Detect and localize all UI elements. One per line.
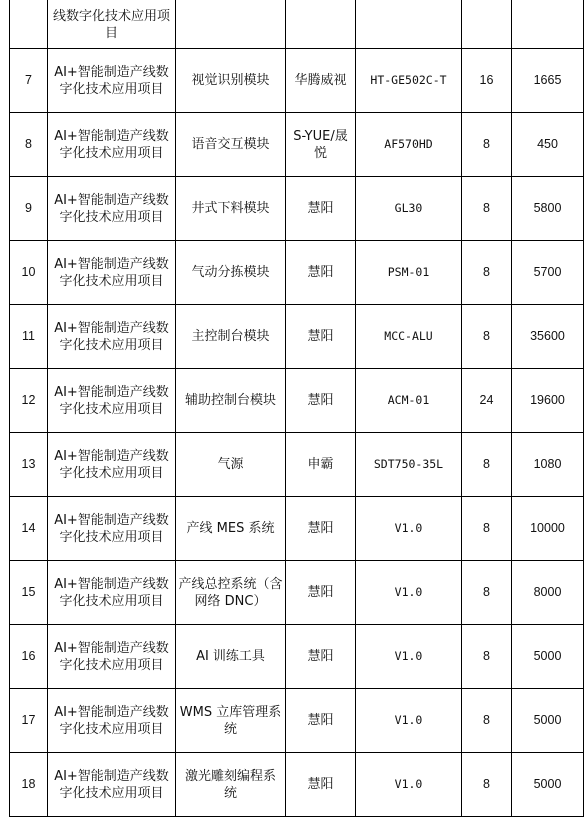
cell-project: AI+智能制造产线数字化技术应用项目 <box>48 113 176 177</box>
cell-price: 8000 <box>512 561 584 625</box>
cell-brand: S-YUE/晟悦 <box>286 113 356 177</box>
cell-module: AI 训练工具 <box>176 625 286 689</box>
cell-model: MCC-ALU <box>356 305 462 369</box>
cell-model: V1.0 <box>356 689 462 753</box>
cell-no: 9 <box>10 177 48 241</box>
cell-no: 12 <box>10 369 48 433</box>
cell-brand: 慧阳 <box>286 241 356 305</box>
cell-qty: 8 <box>462 433 512 497</box>
cell-project: AI+智能制造产线数字化技术应用项目 <box>48 241 176 305</box>
cell-price: 5000 <box>512 689 584 753</box>
cell-project: AI+智能制造产线数字化技术应用项目 <box>48 689 176 753</box>
cell-module: 视觉识别模块 <box>176 49 286 113</box>
cell-model: V1.0 <box>356 561 462 625</box>
cell-qty: 8 <box>462 561 512 625</box>
cell-qty: 8 <box>462 497 512 561</box>
cell-price: 35600 <box>512 305 584 369</box>
table-row <box>10 753 584 817</box>
cell-price: 5000 <box>512 625 584 689</box>
table-row <box>10 561 584 625</box>
cell-brand: 慧阳 <box>286 305 356 369</box>
cell-model: V1.0 <box>356 497 462 561</box>
cell-module: 辅助控制台模块 <box>176 369 286 433</box>
cell-no: 10 <box>10 241 48 305</box>
table-row <box>10 689 584 753</box>
cell-qty: 16 <box>462 49 512 113</box>
cell-qty: 8 <box>462 625 512 689</box>
cell-no: 18 <box>10 753 48 817</box>
cell-no: 16 <box>10 625 48 689</box>
cell-qty: 8 <box>462 689 512 753</box>
cell-project: AI+智能制造产线数字化技术应用项目 <box>48 625 176 689</box>
table-row <box>10 433 584 497</box>
cell-qty: 8 <box>462 305 512 369</box>
cell-module <box>176 0 286 49</box>
cell-model: V1.0 <box>356 625 462 689</box>
cell-project: AI+智能制造产线数字化技术应用项目 <box>48 433 176 497</box>
cell-project: AI+智能制造产线数字化技术应用项目 <box>48 369 176 433</box>
cell-project: AI+智能制造产线数字化技术应用项目 <box>48 305 176 369</box>
table-body <box>10 0 584 817</box>
cell-brand <box>286 0 356 49</box>
cell-brand: 慧阳 <box>286 625 356 689</box>
cell-project: AI+智能制造产线数字化技术应用项目 <box>48 497 176 561</box>
cell-module: 激光雕刻编程系 统 <box>176 753 286 817</box>
cell-price: 5000 <box>512 753 584 817</box>
cell-model: V1.0 <box>356 753 462 817</box>
cell-no <box>10 0 48 49</box>
cell-brand: 慧阳 <box>286 753 356 817</box>
cell-model: ACM-01 <box>356 369 462 433</box>
cell-no: 17 <box>10 689 48 753</box>
table-row <box>10 113 584 177</box>
cell-project-text: 线数字化技术应用项目 <box>52 8 170 41</box>
cell-brand: 慧阳 <box>286 177 356 241</box>
cell-qty: 8 <box>462 113 512 177</box>
cell-price: 5700 <box>512 241 584 305</box>
cell-model <box>356 0 462 49</box>
table-row <box>10 177 584 241</box>
cell-model: HT-GE502C-T <box>356 49 462 113</box>
table-row <box>10 497 584 561</box>
cell-qty: 8 <box>462 177 512 241</box>
cell-project: AI+智能制造产线数字化技术应用项目 <box>48 177 176 241</box>
cell-brand: 慧阳 <box>286 369 356 433</box>
cell-brand: 慧阳 <box>286 497 356 561</box>
cell-no: 13 <box>10 433 48 497</box>
cell-module: 井式下料模块 <box>176 177 286 241</box>
cell-no: 8 <box>10 113 48 177</box>
cell-module: 产线总控系统（含网络 DNC） <box>176 561 286 625</box>
table-row <box>10 241 584 305</box>
cell-module: 气源 <box>176 433 286 497</box>
cell-price: 5800 <box>512 177 584 241</box>
procurement-table <box>9 0 584 817</box>
cell-no: 15 <box>10 561 48 625</box>
cell-module: WMS 立库管理系 统 <box>176 689 286 753</box>
cell-project: AI+智能制造产线数字化技术应用项目 <box>48 561 176 625</box>
cell-no: 11 <box>10 305 48 369</box>
cell-no: 14 <box>10 497 48 561</box>
table-row-partial <box>10 0 584 49</box>
table-row <box>10 305 584 369</box>
cell-qty <box>462 0 512 49</box>
cell-project: AI+智能制造产线数字化技术应用项目 <box>48 49 176 113</box>
cell-no: 7 <box>10 49 48 113</box>
cell-model: PSM-01 <box>356 241 462 305</box>
table-row <box>10 625 584 689</box>
cell-qty: 8 <box>462 753 512 817</box>
cell-brand: 慧阳 <box>286 689 356 753</box>
cell-brand: 慧阳 <box>286 561 356 625</box>
cell-module: 语音交互模块 <box>176 113 286 177</box>
table-row <box>10 369 584 433</box>
cell-project: AI+智能制造产线数字化技术应用项目 <box>48 753 176 817</box>
cell-price: 450 <box>512 113 584 177</box>
cell-price: 1665 <box>512 49 584 113</box>
cell-model: GL30 <box>356 177 462 241</box>
cell-brand: 华腾威视 <box>286 49 356 113</box>
cell-price: 1080 <box>512 433 584 497</box>
cell-price: 19600 <box>512 369 584 433</box>
cell-qty: 8 <box>462 241 512 305</box>
cell-model: AF570HD <box>356 113 462 177</box>
cell-price <box>512 0 584 49</box>
cell-qty: 24 <box>462 369 512 433</box>
cell-model: SDT750-35L <box>356 433 462 497</box>
cell-project <box>48 0 176 49</box>
cell-price: 10000 <box>512 497 584 561</box>
cell-module: 气动分拣模块 <box>176 241 286 305</box>
cell-module: 产线 MES 系统 <box>176 497 286 561</box>
cell-module: 主控制台模块 <box>176 305 286 369</box>
table-row <box>10 49 584 113</box>
cell-brand: 申霸 <box>286 433 356 497</box>
